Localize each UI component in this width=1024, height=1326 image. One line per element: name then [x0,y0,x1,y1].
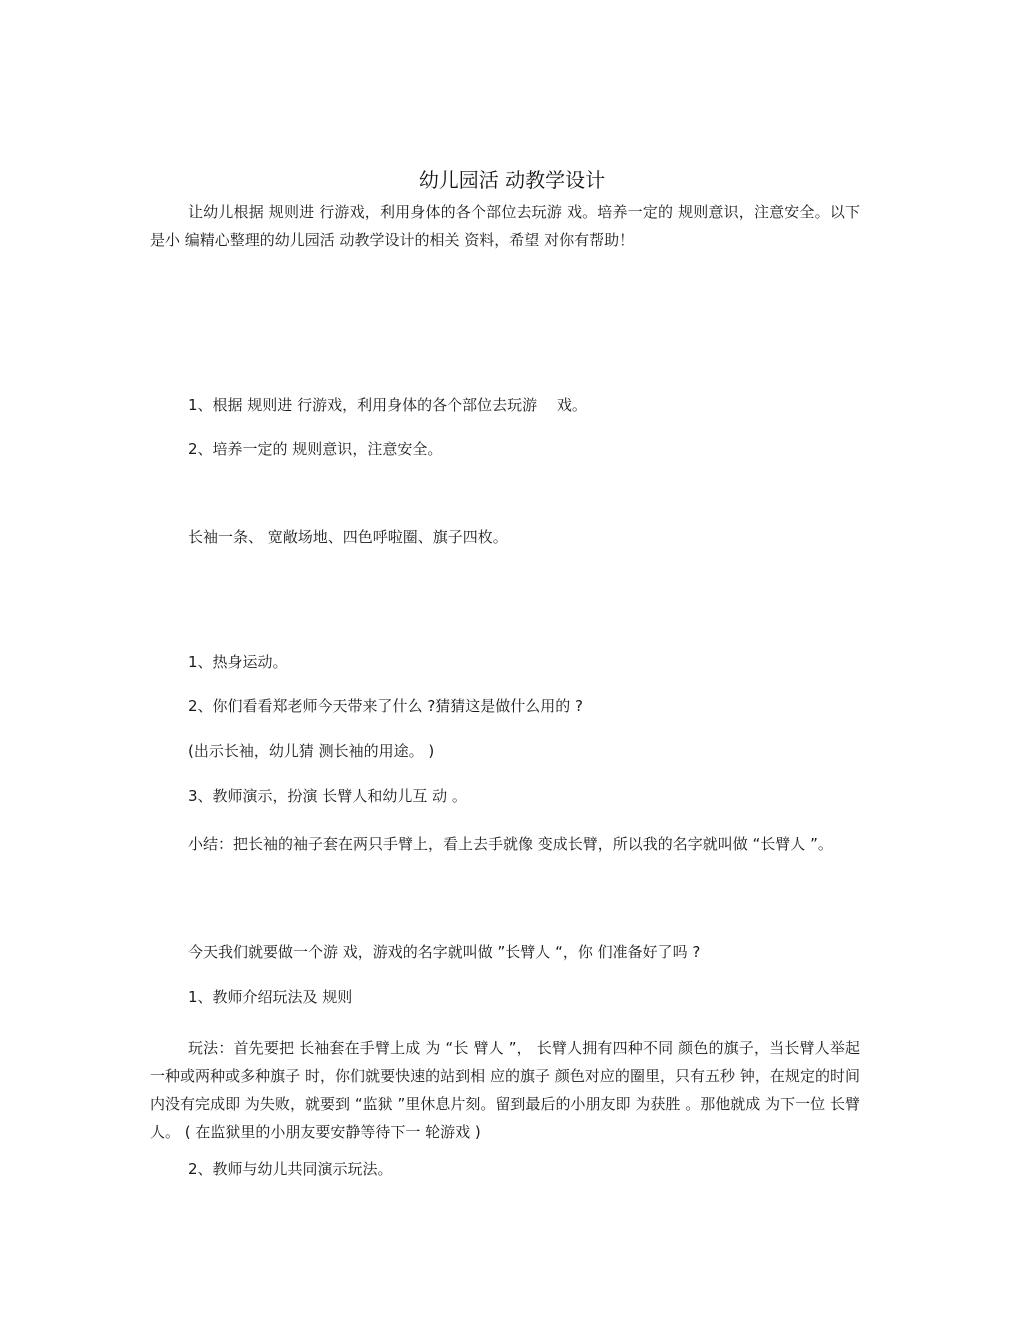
goal-item-1: 1、根据 规则进 行游戏，利用身体的各个部位去玩游 戏。 [188,396,587,414]
summary-paragraph: 小结：把长袖的袖子套在两只手臂上，看上去手就像 变成长臂，所以我的名字就叫做 “长臂人 ”。 [188,835,833,853]
step-item-3: 3、教师演示，扮演 长臂人和幼儿互 动 。 [188,787,467,805]
rule-item-1: 1、教师介绍玩法及 规则 [188,988,353,1006]
play-method-paragraph: 玩法：首先要把 长袖套在手臂上成 为 “长 臂人 ”， 长臂人拥有四种不同 颜色的旗子，当长臂人举起一种或两种或多种旗子 时，你们就要快速的站到相 应的旗子 颜色对应的圈里，只有五秒 钟，在规定的时间内没有完成即 为失败，就要到 “监狱 ”里休息片刻。留到最后的小朋友即 为获胜 。那他就成 为下一位 长臂人。 ( 在监狱里的小朋友要安静等待下一 轮游戏 ) [150,1039,860,1141]
step-item-2: 2、你们看看郑老师今天带来了什么 ?猜猜这是做什么用的 ? [188,697,584,715]
step-item-1: 1、热身运动。 [188,653,288,671]
game-intro-text: 今天我们就要做一个游 戏，游戏的名字就叫做 ”长臂人 “，你 们准备好了吗 ? [188,943,701,961]
goal-item-2: 2、培养一定的 规则意识，注意安全。 [188,440,443,458]
intro-paragraph: 让幼儿根据 规则进 行游戏，利用身体的各个部位去玩游 戏。培养一定的 规则意识，注意安全。以下是小 编精心整理的幼儿园活 动教学设计的相关 资料，希望 对你有帮助！ [150,203,860,249]
page-title: 幼儿园活 动教学设计 [418,168,606,192]
rule-item-2: 2、教师与幼儿共同演示玩法。 [188,1160,393,1178]
step-item-2-note: (出示长袖，幼儿猜 测长袖的用途。 ) [188,742,435,760]
materials-text: 长袖一条、 宽敞场地、四色呼啦圈、旗子四枚。 [188,528,508,546]
